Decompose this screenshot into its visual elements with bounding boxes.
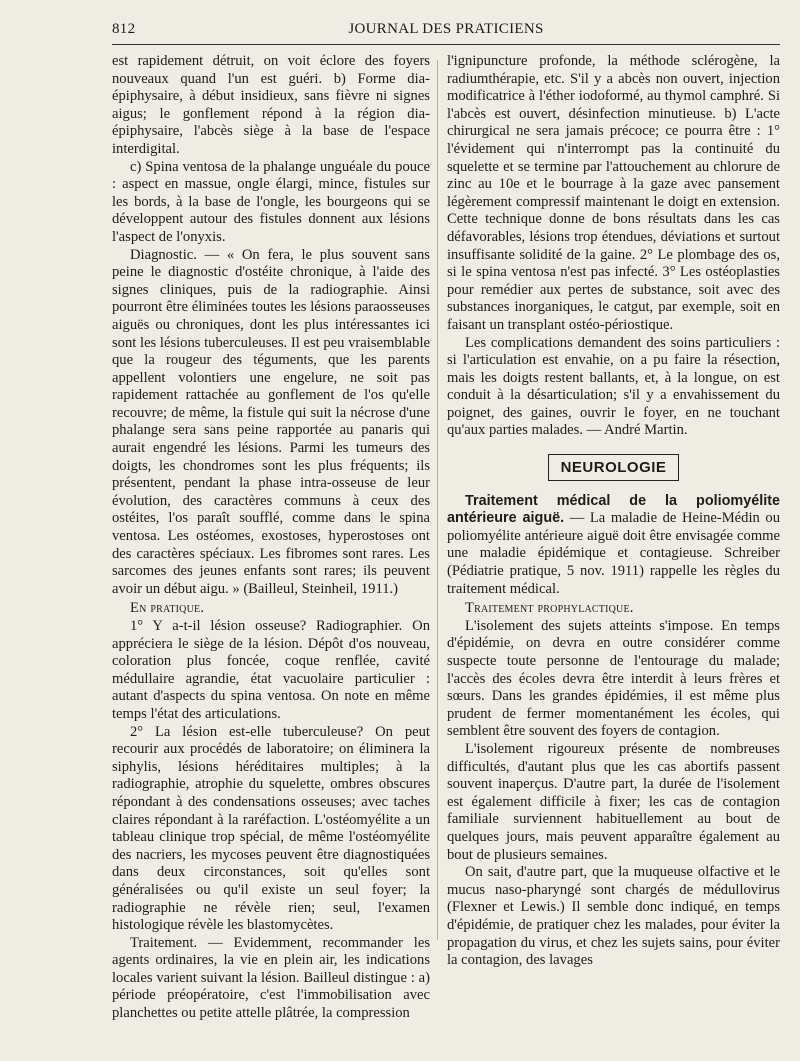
section-box — [447, 454, 780, 481]
subheading-en-pratique: En pratique. — [130, 600, 205, 617]
journal-title: JOURNAL DES PRATICIENS — [348, 21, 544, 37]
paragraph: L'isolement des sujets atteints s'impose. En temps d'épidémie, on devra en outre considérer comme suspecte toute personne de l'entourage du malade; l'accès des écoles devra être interdit à leurs frères et sœurs. Dans les grandes épidémies, il est même plus prudent de fermer momentanément les écoles, qui semblent être souvent des foyers de contagion. — [447, 617, 780, 740]
right-column — [447, 53, 780, 970]
paragraph: 2° La lésion est-elle tuberculeuse? On peut recourir aux procédés de laboratoire; on éliminera la siphylis, lésions héréditaires multiples; à la radiographie, atrophie du squelette, ombres obscures répondant à des condensations osseuses; avec taches claires répondant à la raréfaction. L'ostéomyélite a un tableau clinique trop spécial, de même l'ostéomyélite des nacriers, les mycoses peuvent être diagnostiquées dans deux circonstances, soit qu'elles sont généralisées ou qu'il existe un seul foyer; la radiographie ne révèle rien; seul, l'examen histologique révèle les blastomycètes. — [112, 723, 430, 934]
paragraph: L'isolement rigoureux présente de nombreuses difficultés, d'autant plus que les cas abortifs passent souvent inaperçus. D'autre part, la durée de l'isolement est également difficile à fixer; les cas de contagion familiale surviennent habituellement au bout de quelques jours, mais peuvent apparaître également au bout de plusieurs semaines. — [447, 740, 780, 863]
column-divider — [437, 60, 438, 940]
paragraph: On sait, d'autre part, que la muqueuse olfactive et le mucus naso-pharyngé sont chargés de médullovirus (Flexner et Lewis.) Il semble donc indiqué, en temps d'épidémie, de pratiquer chez les malades, pour éviter la propagation du virus, et chez les sujets sains, pour éviter la contagion, des lavages — [447, 864, 780, 969]
paragraph: l'ignipuncture profonde, la méthode sclérogène, la radiumthérapie, etc. S'il y a abcès non ouvert, injection modificatrice à l'éther iodoformé, au thymol camphré. Si l'abcès est ouvert, désinfection minutieuse. b) L'acte chirurgical ne sera jamais précoce; ce pourra être : 1° l'évidement qui n'interrompt pas la continuité du squelette et se termine par l'attouchement au chlorure de zinc au 10e et le bourrage à la gaze avec pansement légèrement compressif maintenant le doigt en extension. Cette technique donne de bons résultats dans les cas défavorables, lésions trop étendues, déviations et surtout insuffisante solidité de la gaine. 2° Le plombage des os, si le spina ventosa n'est pas infecté. 3° Les ostéoplasties pour remédier aux pertes de substance, soit avec des substances inorganiques, le catgut, par exemple, soit en faisant un transplant ostéo-périostique. — [447, 53, 780, 333]
left-column — [112, 53, 430, 1023]
paragraph: Traitement. — Evidemment, recommander les agents ordinaires, la vie en plein air, les indications locales varient suivant la lésion. Bailleul distingue : a) période préopératoire, c'est l'immobilisation avec planchettes ou petite attelle plâtrée, la compression — [112, 934, 430, 1022]
paragraph: Diagnostic. — « On fera, le plus souvent sans peine le diagnostic d'ostéite chronique, à l'aide des signes cliniques, puis de la radiographie. Ainsi pourront être éliminées toutes les lésions paraosseuses aiguës ou chroniques, dont les plus intéressantes ici sont les lésions tuberculeuses. Il est peu vraisemblable que la rougeur des téguments, que les parents appellent volontiers une engelure, ne soit pas rapidement rattachée au gonflement de l'os qu'elle recouvre; de même, la fistule qui suit la nécrose d'une phalange sera sans peine rapportée au panaris qui aurait engendré les lésions. Parmi les tumeurs des doigts, les chondromes sont les plus fréquents; ils présentent, pendant la phase intra-osseuse de leur évolution, des caractères communs à ceux des ostéites, l'os paraît soufflé, comme dans le spina ventosa. Les ostéomes, exostoses, hyperostoses ont des caractères spéciaux. Les fibromes sont rares. Les sarcomes des jeunes enfants sont rares; ils peuvent avoir un début aigu. » (Bailleul, Steinheil, 1911.) — [112, 246, 430, 597]
article-headline: Traitement médical de la poliomyélite antérieure aiguë. — [447, 492, 780, 527]
paragraph: 1° Y a-t-il lésion osseuse? Radiographier. On appréciera le siège de la lésion. Dépôt d'os nouveau, coloration plus foncée, coque renflée, cavité médullaire agrandie, état vacuolaire particulier : autant d'aspects du spina ventosa. On note en même temps l'état des articulations. — [112, 618, 430, 722]
article-paragraph — [447, 493, 780, 599]
page-header — [112, 18, 780, 40]
section-title: NEUROLOGIE — [548, 454, 680, 481]
paragraph: c) Spina ventosa de la phalange unguéale du pouce : aspect en massue, ongle élargi, mince, fistules sur les bords, à la base de l'ongle, les bourgeons qui se développent autour des fistules donnent aux lésions l'aspect de l'onyxis. — [112, 158, 430, 245]
paragraph: est rapidement détruit, on voit éclore des foyers nouveaux quand l'un est guéri. b) Forme dia-épiphysaire, à début insidieux, sans fièvre ni signes aigus; le gonflement répond à la région dia-épiphysaire, l'abcès siège à la base de l'espace interdigital. — [112, 53, 430, 157]
article-lead: — La maladie de Heine-Médin ou poliomyélite antérieure aiguë doit être envisagée comme une maladie épidémique et contagieuse. Schreiber (Pédiatrie pratique, 5 nov. 1911) rappelle les règles du traitement médical. — [447, 510, 780, 597]
subheading-traitement-prophylactique: Traitement prophylactique. — [465, 600, 634, 617]
paragraph: Les complications demandent des soins particuliers : si l'articulation est envahie, on a pu faire la résection, mais les doigts restent ballants, et, à la longue, on est conduit à la désarticulation; s'il y a envahissement du poignet, des gaines, ouvrir le foyer, en ne touchant qu'aux parties malades. — André Martin. — [447, 334, 780, 439]
header-rule — [112, 44, 780, 45]
page-number: 812 — [112, 21, 136, 37]
